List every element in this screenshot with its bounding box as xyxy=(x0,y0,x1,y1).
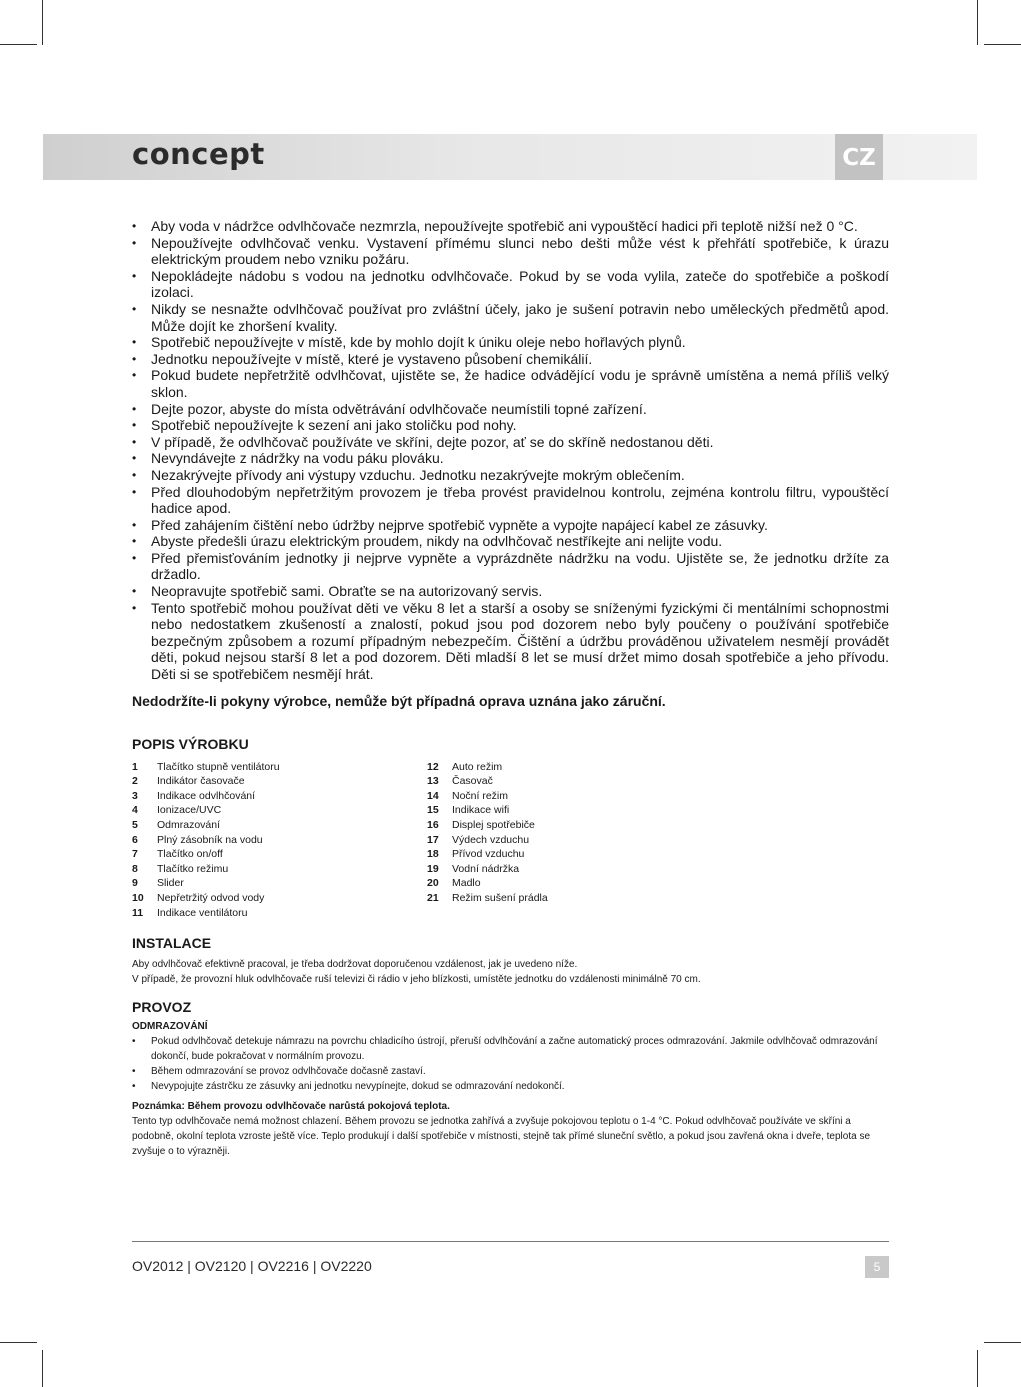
crop-mark xyxy=(977,1350,978,1387)
part-label: Tlačítko on/off xyxy=(157,848,223,861)
crop-mark xyxy=(984,1342,1021,1343)
crop-mark xyxy=(0,44,37,45)
note-label: Poznámka xyxy=(132,1101,182,1113)
part-number: 18 xyxy=(427,848,439,861)
part-row xyxy=(427,833,722,848)
part-label: Auto režim xyxy=(452,760,503,773)
part-label: Vodní nádržka xyxy=(452,862,520,875)
part-row xyxy=(427,774,722,789)
part-row xyxy=(427,891,722,906)
list-item: • Pokud budete nepřetržitě odvlhčovat, ujistěte se, že hadice odvádějící vodu je správně umístěna a nemá příliš velký sklon. xyxy=(132,367,889,400)
part-row xyxy=(132,876,427,891)
part-row xyxy=(427,818,722,833)
part-label: Výdech vzduchu xyxy=(452,833,530,846)
part-number: 8 xyxy=(132,862,138,875)
part-label: Režim sušení prádla xyxy=(452,891,548,904)
part-number: 3 xyxy=(132,789,138,802)
list-item: • Nepoužívejte odvlhčovač venku. Vystavení přímému slunci nebo dešti může vést k přehřátí spotřebiče, k úrazu elektrickým proudem nebo vzniku požáru. xyxy=(132,235,889,268)
list-item: • Během odmrazování se provoz odvlhčovače dočasně zastaví. xyxy=(132,1064,889,1079)
list-item: • Před zahájením čištění nebo údržby nejprve spotřebič vypněte a vypojte napájecí kabel ze zásuvky. xyxy=(132,517,889,534)
part-row xyxy=(132,862,427,877)
part-row xyxy=(427,803,722,818)
part-number: 1 xyxy=(132,760,138,773)
list-item: • Před dlouhodobým nepřetržitým provozem je třeba provést pravidelnou kontrolu, zejména kontrolu filtru, vypouštěcí hadice apod. xyxy=(132,484,889,517)
list-item: • Abyste předešli úrazu elektrickým proudem, nikdy na odvlhčovač nestříkejte ani nelijte vodu. xyxy=(132,533,889,550)
part-label: Indikace wifi xyxy=(452,804,510,817)
crop-mark xyxy=(42,0,43,45)
part-label: Madlo xyxy=(452,877,481,890)
part-number: 11 xyxy=(132,906,144,919)
part-label: Tlačítko stupně ventilátoru xyxy=(157,760,280,773)
part-label: Slider xyxy=(157,877,184,890)
part-row xyxy=(132,803,427,818)
paragraph: Aby odvlhčovač efektivně pracoval, je třeba dodržovat doporučenou vzdálenost, jak je uvedeno níže. xyxy=(132,959,578,971)
parts-list xyxy=(132,760,889,921)
part-number: 2 xyxy=(132,775,138,788)
part-row xyxy=(132,774,427,789)
part-row xyxy=(427,862,722,877)
part-row xyxy=(427,847,722,862)
list-item: • Nezakrývejte přívody ani výstupy vzduchu. Jednotku nezakrývejte mokrým oblečením. xyxy=(132,467,889,484)
crop-mark xyxy=(984,44,1021,45)
section-title-instalace: INSTALACE xyxy=(132,935,212,952)
part-label: Plný zásobník na vodu xyxy=(157,833,263,846)
part-number: 4 xyxy=(132,804,138,817)
list-item: • Aby voda v nádržce odvlhčovače nezmrzla, nepoužívejte spotřebič ani vypouštěcí hadici při teplotě nižší než 0 °C. xyxy=(132,218,889,235)
part-number: 14 xyxy=(427,789,439,802)
section-title-provoz: PROVOZ xyxy=(132,999,192,1016)
part-number: 21 xyxy=(427,891,439,904)
part-label: Displej spotřebiče xyxy=(452,819,535,831)
part-row xyxy=(132,760,427,775)
part-number: 15 xyxy=(427,804,439,817)
page-number: 5 xyxy=(865,1256,889,1278)
note-block xyxy=(132,1099,889,1159)
list-item: • V případě, že odvlhčovač používáte ve skříni, dejte pozor, ať se do skříně nedostanou děti. xyxy=(132,434,889,451)
part-label: Noční režim xyxy=(452,789,509,802)
part-number: 20 xyxy=(427,877,439,890)
part-label: Indikace odvlhčování xyxy=(157,789,256,802)
part-label: Indikátor časovače xyxy=(157,775,245,788)
list-item: • Nevypojujte zástrčku ze zásuvky ani jednotku nevypínejte, dokud se odmrazování nedokončí. xyxy=(132,1079,889,1094)
part-number: 7 xyxy=(132,848,138,861)
part-row xyxy=(132,833,427,848)
part-number: 13 xyxy=(427,775,439,788)
part-label: Časovač xyxy=(452,775,493,788)
subsection-title-odmrazovani: ODMRAZOVÁNÍ xyxy=(132,1021,208,1033)
part-row xyxy=(427,760,722,775)
part-row xyxy=(132,818,427,833)
part-row xyxy=(427,876,722,891)
part-number: 16 xyxy=(427,819,439,831)
part-row xyxy=(132,789,427,804)
instalace-text xyxy=(132,957,889,987)
part-label: Odmrazování xyxy=(157,819,221,831)
safety-list xyxy=(132,218,889,683)
list-item: • Nikdy se nesnažte odvlhčovač používat pro zvláštní účely, jako je sušení potravin nebo uměleckých předmětů apod. Může dojít ke zhoršení kvality. xyxy=(132,301,889,334)
part-label: Ionizace/UVC xyxy=(157,804,222,817)
list-item: • Spotřebič nepoužívejte v místě, kde by mohlo dojít k úniku oleje nebo hořlavých plynů. xyxy=(132,334,889,351)
brand-logo: concept xyxy=(132,137,265,171)
part-label: Přívod vzduchu xyxy=(452,848,525,861)
part-number: 19 xyxy=(427,862,439,875)
note-heading xyxy=(132,1099,889,1114)
part-number: 17 xyxy=(427,833,439,846)
list-item: • Spotřebič nepoužívejte k sezení ani jako stoličku pod nohy. xyxy=(132,417,889,434)
parts-column-right xyxy=(427,760,722,921)
crop-mark xyxy=(42,1350,43,1387)
warranty-warning: Nedodržíte-li pokyny výrobce, nemůže být případná oprava uznána jako záruční. xyxy=(132,692,666,709)
note-title: : Během provozu odvlhčovače narůstá pokojová teplota. xyxy=(181,1101,450,1113)
part-number: 6 xyxy=(132,833,138,846)
paragraph: V případě, že provozní hluk odvlhčovače ruší televizi či rádio v jeho blízkosti, umístěte jednotku do vzdálenosti minimálně 70 cm. xyxy=(132,974,701,986)
crop-mark xyxy=(0,1342,37,1343)
part-number: 5 xyxy=(132,819,138,831)
part-label: Nepřetržitý odvod vody xyxy=(157,891,265,904)
section-title-popis: POPIS VÝROBKU xyxy=(132,735,249,752)
part-number: 9 xyxy=(132,877,138,890)
footer-models: OV2012 | OV2120 | OV2216 | OV2220 xyxy=(132,1258,372,1274)
list-item: • Nepokládejte nádobu s vodou na jednotku odvlhčovače. Pokud by se voda vylila, zateče do spotřebiče a poškodí izolaci. xyxy=(132,268,889,301)
note-text: Tento typ odvlhčovače nemá možnost chlazení. Během provozu se jednotka zahřívá a zvyšuje pokojovou teplotu o 1-4 °C. Pokud odvlhčovač používáte ve skříni a podobně, okolní teplota vzroste ještě více. Teplo produkují i další spotřebiče v místnosti, stejně tak přímé sluneční světlo, a pokud jsou zavřená okna i dveře, teplota se zvyšuje o to výrazněji. xyxy=(132,1116,871,1158)
list-item: • Nevyndávejte z nádržky na vodu páku plováku. xyxy=(132,450,889,467)
list-item: • Jednotku nepoužívejte v místě, které je vystaveno působení chemikálií. xyxy=(132,351,889,368)
language-badge: CZ xyxy=(835,134,883,180)
part-row xyxy=(132,847,427,862)
crop-mark xyxy=(977,0,978,45)
footer-divider xyxy=(132,1241,889,1242)
odmrazovani-list xyxy=(132,1034,889,1094)
list-item: • Dejte pozor, abyste do místa odvětrávání odvlhčovače neumístili topné zařízení. xyxy=(132,401,889,418)
part-number: 10 xyxy=(132,891,144,904)
list-item: • Před přemisťováním jednotky ji nejprve vypněte a vyprázdněte nádržku na vodu. Ujistěte se, že jednotku držíte za držadlo. xyxy=(132,550,889,583)
part-number: 12 xyxy=(427,760,439,773)
part-label: Indikace ventilátoru xyxy=(157,906,248,919)
list-item: • Neopravujte spotřebič sami. Obraťte se na autorizovaný servis. xyxy=(132,583,889,600)
parts-column-left xyxy=(132,760,427,921)
page-content xyxy=(132,218,889,1159)
part-row xyxy=(132,891,427,906)
list-item: • Tento spotřebič mohou používat děti ve věku 8 let a starší a osoby se sníženými fyzickými či mentálními schopnostmi nebo nedostatkem zkušeností a znalostí, pokud jsou pod dozorem nebo byly poučeny o používání spotřebiče bezpečným způsobem a rozumí případným nebezpečím. Čištění a údržbu prováděnou uživatelem nesmějí provádět děti, pokud nejsou starší 8 let a pod dozorem. Děti mladší 8 let se musí držet mimo dosah spotřebiče a jeho přívodu. Děti si se spotřebičem nesmějí hrát. xyxy=(132,600,889,683)
part-label: Tlačítko režimu xyxy=(157,862,229,875)
part-row xyxy=(132,906,427,921)
list-item: • Pokud odvlhčovač detekuje námrazu na povrchu chladicího ústrojí, přeruší odvlhčování a začne automatický proces odmrazování. Jakmile odvlhčovač odmrazování dokončí, bude pokračovat v normálním provozu. xyxy=(132,1034,889,1064)
part-row xyxy=(427,789,722,804)
